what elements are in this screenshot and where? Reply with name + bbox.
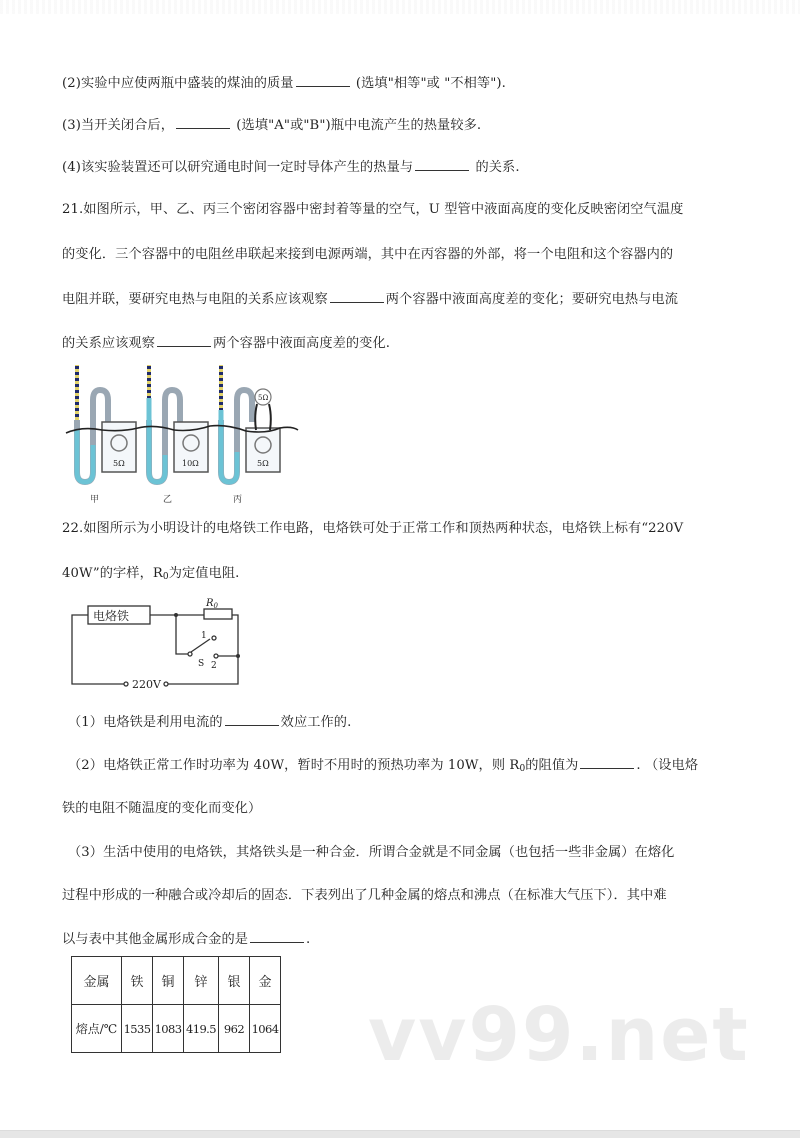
- answer-blank: [225, 713, 279, 726]
- q22-sub2-text: （2）电烙铁正常工作时功率为 40W，暂时不用时的预热功率为 10W，则 R: [68, 758, 520, 773]
- q21-line3-tail: 两个容器中液面高度差的变化；要研究电热与电流: [385, 292, 679, 307]
- q22-sub3-line2: 过程中形成的一种融合或冷却后的固态．下表列出了几种金属的熔点和沸点（在标准大气压下）．其中难: [62, 888, 667, 903]
- q21-line4-tail: 两个容器中液面高度差的变化.: [213, 336, 391, 351]
- container-yi: [147, 365, 208, 482]
- q21-line4-text: 的关系应该观察: [62, 336, 156, 351]
- table-cell: 银: [219, 957, 250, 1005]
- q22-sub2-mid: 的阻值为: [525, 758, 579, 773]
- table-cell: 金属: [72, 957, 122, 1005]
- melting-point-table: [71, 956, 281, 1053]
- answer-blank: [157, 334, 211, 347]
- table-cell: 1535: [122, 1005, 153, 1053]
- q22-sub2-tail: . （设电烙: [636, 758, 699, 773]
- svg-text:甲: 甲: [90, 495, 100, 505]
- q22-sub1-text: （1）电烙铁是利用电流的: [68, 715, 223, 730]
- q22-line1: 22.如图所示为小明设计的电烙铁工作电路，电烙铁可处于正常工作和顶热两种状态，电烙铁上标有“220V: [62, 521, 684, 536]
- u-tube-experiment-figure: [62, 360, 312, 510]
- q22-sub1: [68, 713, 351, 732]
- answer-blank: [250, 930, 304, 943]
- table-cell: 1064: [250, 1005, 281, 1053]
- q21-line3: [62, 290, 678, 309]
- q20-part3-text: (3)当开关闭合后，: [62, 118, 174, 133]
- q22-line2: [62, 565, 239, 586]
- svg-text:2: 2: [211, 661, 217, 671]
- svg-text:5Ω: 5Ω: [257, 459, 269, 468]
- q20-part3-tail: (选填"A"或"B")瓶中电流产生的热量较多.: [236, 118, 482, 133]
- table-cell: 1083: [153, 1005, 184, 1053]
- q20-part2: [62, 74, 506, 93]
- table-row: [72, 1005, 281, 1053]
- answer-blank: [330, 290, 384, 303]
- table-header-row: [72, 957, 281, 1005]
- q20-part2-text: (2)实验中应使两瓶中盛装的煤油的质量: [62, 76, 294, 91]
- container-jia: [75, 365, 136, 482]
- q22-sub3-line1: （3）生活中使用的电烙铁，其烙铁头是一种合金．所谓合金就是不同金属（也包括一些非金属）在熔化: [68, 845, 675, 860]
- svg-text:220V: 220V: [132, 678, 161, 691]
- table-cell: 锌: [184, 957, 219, 1005]
- q20-part2-tail: (选填"相等"或 "不相等").: [355, 76, 506, 91]
- table-cell: 419.5: [184, 1005, 219, 1053]
- svg-text:乙: 乙: [163, 495, 173, 505]
- svg-text:5Ω: 5Ω: [258, 394, 269, 402]
- u-tube-diagram: [62, 360, 312, 510]
- soldering-iron-circuit: [66, 596, 246, 696]
- subscript: 0: [162, 572, 169, 582]
- table-cell: 金: [250, 957, 281, 1005]
- svg-text:10Ω: 10Ω: [182, 459, 199, 468]
- svg-text:5Ω: 5Ω: [113, 459, 125, 468]
- svg-text:丙: 丙: [233, 495, 243, 505]
- table-cell: 铁: [122, 957, 153, 1005]
- svg-text:电烙铁: 电烙铁: [93, 609, 130, 623]
- q21-line2: 的变化．三个容器中的电阻丝串联起来接到电源两端，其中在丙容器的外部，将一个电阻和这个容器内的: [62, 247, 674, 262]
- q20-part3: [62, 116, 481, 135]
- answer-blank: [415, 158, 469, 171]
- q21-line1: 21.如图所示，甲、乙、丙三个密闭容器中密封着等量的空气，U 型管中液面高度的变化反映密闭空气温度: [62, 202, 684, 217]
- svg-text:R0: $R_0$: [206, 598, 218, 610]
- svg-text:S: S: [198, 659, 205, 669]
- answer-blank: [580, 756, 634, 769]
- q22-line2-tail: 为定值电阻.: [168, 566, 240, 581]
- q21-line3-text: 电阻并联，要研究电热与电阻的关系应该观察: [62, 292, 328, 307]
- table-cell: 熔点/℃: [72, 1005, 122, 1053]
- table-cell: 962: [219, 1005, 250, 1053]
- answer-blank: [176, 116, 230, 129]
- q22-sub3-line3: [62, 930, 310, 949]
- q22-sub2-line2: 铁的电阻不随温度的变化而变化）: [62, 801, 262, 816]
- q22-sub2: [68, 756, 698, 778]
- watermark: vv99.net: [368, 992, 750, 1078]
- q22-line2-text: 40W”的字样，R: [62, 566, 163, 581]
- q22-sub3-tail: .: [306, 932, 311, 947]
- circuit-diagram: [66, 596, 246, 696]
- q20-part4-tail: 的关系.: [475, 160, 520, 175]
- q21-line4: [62, 334, 390, 353]
- svg-text:1: 1: [201, 631, 207, 641]
- table-cell: 铜: [153, 957, 184, 1005]
- answer-blank: [296, 74, 350, 87]
- container-bing: [219, 365, 280, 482]
- q20-part4: [62, 158, 520, 177]
- q22-sub1-tail: 效应工作的.: [280, 715, 352, 730]
- q22-sub3-line3-text: 以与表中其他金属形成合金的是: [62, 932, 249, 947]
- subscript: 0: [519, 764, 526, 774]
- q20-part4-text: (4)该实验装置还可以研究通电时间一定时导体产生的热量与: [62, 160, 414, 175]
- top-edge: [0, 0, 800, 14]
